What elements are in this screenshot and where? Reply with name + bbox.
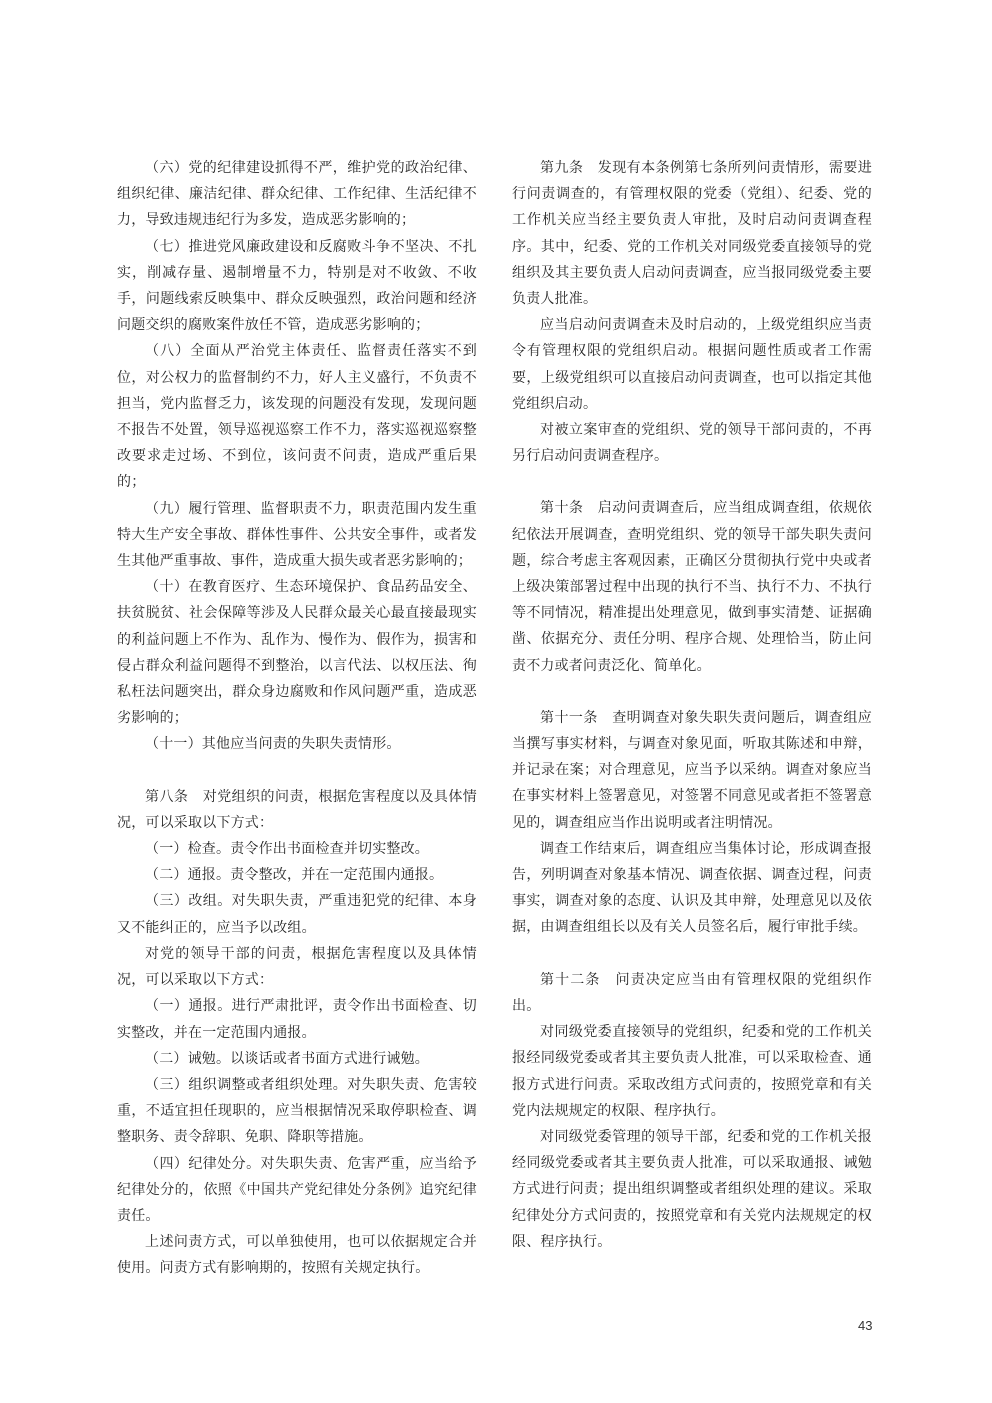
- paragraph: （三）组织调整或者组织处理。对失职失责、危害较重，不适宜担任现职的，应当根据情况采取停职检查、调整职务、责令辞职、免职、降职等措施。: [117, 1076, 477, 1146]
- paragraph: 应当启动问责调查未及时启动的，上级党组织应当责令有管理权限的党组织启动。根据问题性质或者工作需要，上级党组织可以直接启动问责调查，也可以指定其他党组织启动。: [512, 317, 872, 412]
- right-column: [512, 155, 872, 1255]
- paragraph: （九）履行管理、监督职责不力，职责范围内发生重特大生产安全事故、群体性事件、公共安全事件，或者发生其他严重事故、事件，造成重大损失或者恶劣影响的；: [117, 500, 477, 570]
- paragraph: （一）检查。责令作出书面检查并切实整改。: [145, 841, 429, 858]
- page-number: 43: [858, 1318, 873, 1333]
- paragraph: （六）党的纪律建设抓得不严，维护党的政治纪律、组织纪律、廉洁纪律、群众纪律、工作纪律、生活纪律不力，导致违规违纪行为多发，造成恶劣影响的；: [117, 160, 477, 229]
- paragraph: 第八条 对党组织的问责，根据危害程度以及具体情况，可以采取以下方式：: [117, 788, 477, 831]
- paragraph: 对被立案审查的党组织、党的领导干部问责的，不再另行启动问责调查程序。: [512, 422, 872, 465]
- paragraph: （四）纪律处分。对失职失责、危害严重，应当给予纪律处分的，依照《中国共产党纪律处分条例》追究纪律责任。: [117, 1155, 477, 1224]
- paragraph: （八）全面从严治党主体责任、监督责任落实不到位，对公权力的监督制约不力，好人主义盛行，不负责不担当，党内监督乏力，该发现的问题没有发现，发现问题不报告不处置，领导巡视巡察工作不力，落实巡视巡察整改要求走过场、不到位，该问责不问责，造成严重后果的；: [117, 343, 477, 491]
- paragraph: （一）通报。进行严肃批评，责令作出书面检查、切实整改，并在一定范围内通报。: [117, 998, 477, 1041]
- paragraph: 第十二条 问责决定应当由有管理权限的党组织作出。: [512, 971, 872, 1014]
- paragraph: 第九条 发现有本条例第七条所列问责情形，需要进行问责调查的，有管理权限的党委（党组）、纪委、党的工作机关应当经主要负责人审批，及时启动问责调查程序。其中，纪委、党的工作机关对同级党委直接领导的党组织及其主要负责人启动问责调查，应当报同级党委主要负责人批准。: [512, 160, 872, 308]
- paragraph: 调查工作结束后，调查组应当集体讨论，形成调查报告，列明调查对象基本情况、调查依据、调查过程，问责事实，调查对象的态度、认识及其申辩，处理意见以及依据，由调查组组长以及有关人员签名后，履行审批手续。: [512, 840, 872, 936]
- paragraph: 对同级党委直接领导的党组织，纪委和党的工作机关报经同级党委或者其主要负责人批准，可以采取检查、通报方式进行问责。采取改组方式问责的，按照党章和有关党内法规规定的权限、程序执行。: [512, 1024, 872, 1119]
- paragraph: 对同级党委管理的领导干部，纪委和党的工作机关报经同级党委或者其主要负责人批准，可以采取通报、诫勉方式进行问责；提出组织调整或者组织处理的建议。采取纪律处分方式问责的，按照党章和有关党内法规规定的权限、程序执行。: [512, 1128, 872, 1250]
- paragraph: （十）在教育医疗、生态环境保护、食品药品安全、扶贫脱贫、社会保障等涉及人民群众最关心最直接最现实的利益问题上不作为、乱作为、慢作为、假作为，损害和侵占群众利益问题得不到整治，以言代法、以权压法、徇私枉法问题突出，群众身边腐败和作风问题严重，造成恶劣影响的；: [117, 579, 477, 727]
- left-column: [117, 155, 477, 1282]
- paragraph: 上述问责方式，可以单独使用，也可以依据规定合并使用。问责方式有影响期的，按照有关规定执行。: [117, 1234, 477, 1277]
- paragraph: （二）通报。责令整改，并在一定范围内通报。: [145, 867, 444, 884]
- paragraph: 对党的领导干部的问责，根据危害程度以及具体情况，可以采取以下方式：: [117, 945, 477, 989]
- paragraph: （七）推进党风廉政建设和反腐败斗争不坚决、不扎实，削减存量、遏制增量不力，特别是对不收敛、不收手，问题线索反映集中、群众反映强烈，政治问题和经济问题交织的腐败案件放任不管，造成恶劣影响的；: [117, 238, 477, 334]
- paragraph: 第十一条 查明调查对象失职失责问题后，调查组应当撰写事实材料，与调查对象见面，听取其陈述和申辩，并记录在案；对合理意见，应当予以采纳。调查对象应当在事实材料上签署意见，对签署不同意见或者拒不签署意见的，调查组应当作出说明或者注明情况。: [512, 709, 872, 831]
- paragraph: （三）改组。对失职失责，严重违犯党的纪律、本身又不能纠正的，应当予以改组。: [117, 893, 477, 936]
- paragraph: （二）诫勉。以谈话或者书面方式进行诫勉。: [145, 1050, 429, 1067]
- paragraph: 第十条 启动问责调查后，应当组成调查组，依规依纪依法开展调查，查明党组织、党的领导干部失职失责问题，综合考虑主客观因素，正确区分贯彻执行党中央或者上级决策部署过程中出现的执行不当、执行不力、不执行等不同情况，精准提出处理意见，做到事实清楚、证据确凿、依据充分、责任分明、程序合规、处理恰当，防止问责不力或者问责泛化、简单化。: [512, 500, 872, 674]
- paragraph: （十一）其他应当问责的失职失责情形。: [145, 736, 401, 753]
